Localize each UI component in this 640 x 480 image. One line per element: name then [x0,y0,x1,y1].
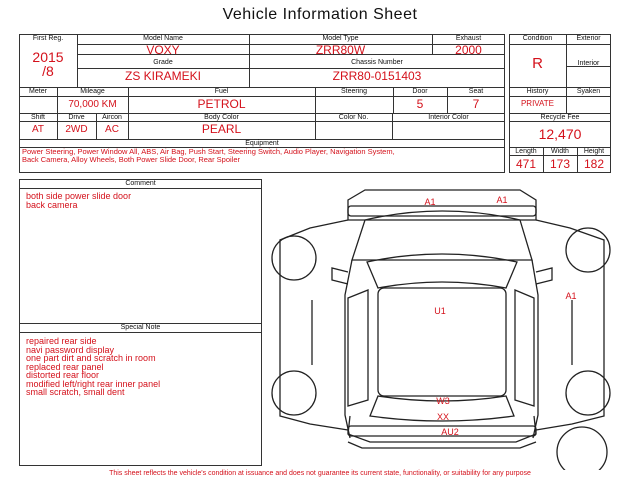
height-value: 182 [583,157,605,171]
aircon-label: Aircon [102,114,122,121]
length-label: Length [515,148,537,155]
page-title: Vehicle Information Sheet [222,6,418,23]
car-rear-outline [348,442,536,448]
special-note-line: modified left/right rear inner panel [26,378,161,389]
color-no-label: Color No. [338,114,369,121]
damage-xx-tailgate: XX [436,412,450,422]
special-note-line: distorted rear floor [26,370,100,380]
mileage-value: 70,000 KM [68,99,117,110]
model-name-label: Model Name [143,35,183,42]
chassis-value: ZRR80-0151403 [332,69,422,83]
left-side-window [348,290,368,406]
model-type-value: ZRR80W [315,43,366,57]
wheel-rear-left [272,371,316,415]
door-label: Door [412,88,428,95]
model-type-label: Model Type [322,35,359,42]
special-note-line: navi password display [26,344,115,355]
comment-label: Comment [125,180,156,187]
grade-label: Grade [153,59,173,66]
car-left-profile [280,220,348,430]
condition-label: Condition [522,35,553,42]
left-mirror [332,268,348,284]
interior-label: Interior [577,60,600,67]
special-note-line: repaired rear side [26,336,97,346]
special-note-line: one part dirt and scratch in room [26,353,156,363]
recycle-fee-value: 12,470 [538,126,582,142]
exhaust-value: 2000 [455,43,482,57]
damage-a1-hood-left: A1 [424,197,436,207]
seat-label: Seat [468,88,484,95]
first-reg-label: First Reg. [32,35,64,42]
aircon-value: AC [105,124,119,135]
grade-value: ZS KIRAMEKI [124,69,201,83]
special-note-line: replaced rear panel [26,361,104,372]
comment-line: back camera [26,199,78,210]
condition-grade: R [532,55,543,72]
damage-au2-bumper: AU2 [441,427,459,437]
car-right-side [532,260,538,438]
length-value: 471 [515,157,537,171]
body-color-value: PEARL [201,122,242,136]
right-mirror [536,268,552,284]
special-note-text [26,337,258,397]
shift-value: AT [31,124,45,135]
syaken-label: Syaken [576,88,601,95]
height-label: Height [583,148,605,155]
history-value: PRIVATE [520,99,555,108]
car-right-profile [536,220,604,430]
damage-a1-hood-right: A1 [496,195,508,205]
recycle-fee-label: Recycle Fee [540,114,580,121]
car-hood [352,211,532,260]
fuel-value: PETROL [197,97,246,111]
special-note-line: small scratch, small dent [26,387,125,397]
right-side-window [515,290,534,406]
drive-value: 2WD [65,124,88,135]
damage-a1-right-side: A1 [565,291,577,301]
model-name-value: VOXY [146,43,180,57]
first-reg-year: 2015 [32,49,64,65]
comment-text [26,192,258,209]
meter-label: Meter [29,88,47,95]
width-label: Width [551,148,569,155]
first-reg-month: /8 [42,63,54,79]
special-note-label: Special Note [120,324,161,331]
wheel-front-left [272,236,316,280]
exterior-label: Exterior [576,35,601,42]
fuel-label: Fuel [214,88,229,95]
damage-u1-roof: U1 [434,306,446,316]
comment-line: both side power slide door [26,191,132,201]
chassis-label: Chassis Number [351,59,403,66]
steering-label: Steering [340,88,368,95]
first-reg-value [19,50,77,78]
car-windshield [367,254,517,288]
door-value: 5 [416,97,424,111]
interior-color-label: Interior Color [428,114,469,121]
body-color-label: Body Color [204,114,239,121]
damage-w3-rear-glass: W3 [436,396,450,406]
seat-value: 7 [472,97,480,111]
drive-label: Drive [68,114,85,121]
width-value: 173 [549,157,571,171]
car-damage-diagram [270,180,615,470]
mileage-label: Mileage [80,88,105,95]
car-roof [378,288,506,396]
spare-wheel [557,427,607,470]
equipment-value: Power Steering, Power Window All, ABS, Air Bag, Push Start, Steering Switch, Audio Player, Navigation System, Back Camera, Alloy Wheels, Both Power Slide Door, Rear Spoiler [22,147,395,164]
history-label: History [526,88,549,95]
exhaust-label: Exhaust [455,35,482,42]
shift-label: Shift [30,114,45,121]
equipment-label: Equipment [245,140,279,147]
disclaimer-footer: This sheet reflects the vehicle's condition at issuance and does not guarantee its current state, functionality, or suitability for any purpose [109,470,531,477]
